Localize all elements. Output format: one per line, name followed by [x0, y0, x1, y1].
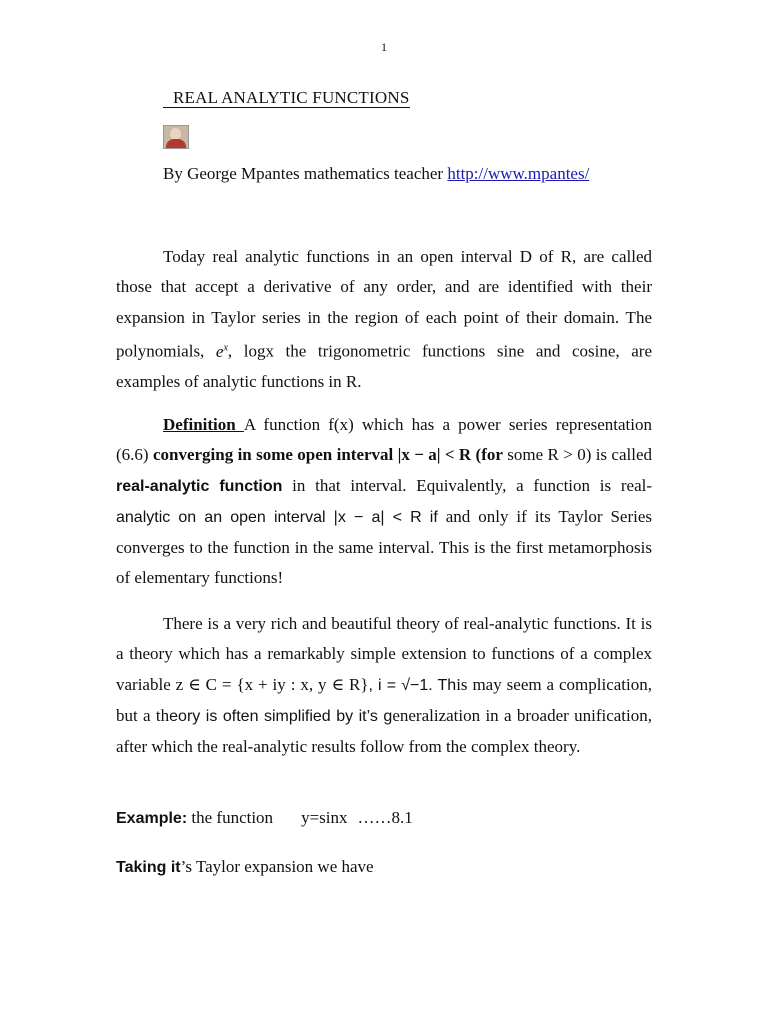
equation-ref: ……8.1	[357, 808, 413, 827]
definition-paragraph	[116, 410, 652, 594]
theory-sans-2: eory is often simplified by it’s g	[169, 707, 393, 725]
intro-paragraph	[116, 242, 652, 397]
byline	[163, 164, 589, 184]
theory-text-2: is may seem a complication, but a th	[116, 674, 652, 725]
definition-term: real-analytic function	[116, 477, 283, 495]
definition-text-2: some R > 0) is called	[502, 445, 652, 465]
theory-text-1: There is a very rich and beautiful theory of real-analytic functions. It is a theory which has a remarkably simple extension to functions of a complex variable z ∈ C = {x + iy : x, y ∈ R}	[116, 614, 652, 694]
byline-text: By George Mpantes mathematics teacher	[163, 164, 448, 183]
example-line	[116, 808, 413, 828]
author-photo	[163, 125, 189, 149]
page-title: REAL ANALYTIC FUNCTIONS	[163, 88, 410, 108]
intro-text: Today real analytic functions in an open interval D of R, are called those that accept a derivative of any order, and are identified with their expansion in Taylor series in the region of each point of their domain. The polynomials,	[116, 247, 652, 361]
author-website-link[interactable]: http://www.mpantes/	[447, 164, 590, 183]
definition-label: Definition	[163, 415, 244, 434]
theory-sans-1: , i = √−1. Th	[368, 676, 457, 694]
definition-text-4: and only if its Taylor Series converges to the function in the same interval. This is the first metamorphosis of elementary functions!	[116, 506, 652, 588]
author-photo-shirt	[166, 139, 186, 149]
definition-bold-1: converging in some open interval |x − a| < R (for	[152, 445, 503, 465]
definition-text-3: in that interval. Equivalently, a function is real-	[282, 475, 652, 495]
definition-bold-2: analytic on an open interval |x − a| < R if	[116, 508, 438, 526]
exp-symbol: $e^x$	[215, 341, 228, 361]
taking-label: Taking it	[116, 859, 181, 876]
intro-text-end: the trigonometric functions sine and cosine, are examples of analytic functions in R.	[116, 341, 652, 391]
logx-text: , logx	[227, 341, 274, 361]
theory-text-3: eneralization in a broader unification, after which the real-analytic results follow from the complex theory.	[116, 705, 653, 757]
theory-paragraph	[116, 609, 652, 762]
page-number: 1	[381, 40, 387, 54]
example-label: Example:	[116, 810, 188, 827]
taking-text: ’s Taylor expansion we have	[180, 857, 374, 876]
definition-text-1: A function f(x) which has a power series representation (6.6)	[116, 415, 652, 465]
example-equation: y=sinx	[301, 808, 348, 827]
example-text: the function	[187, 808, 274, 827]
taking-line	[116, 857, 374, 877]
